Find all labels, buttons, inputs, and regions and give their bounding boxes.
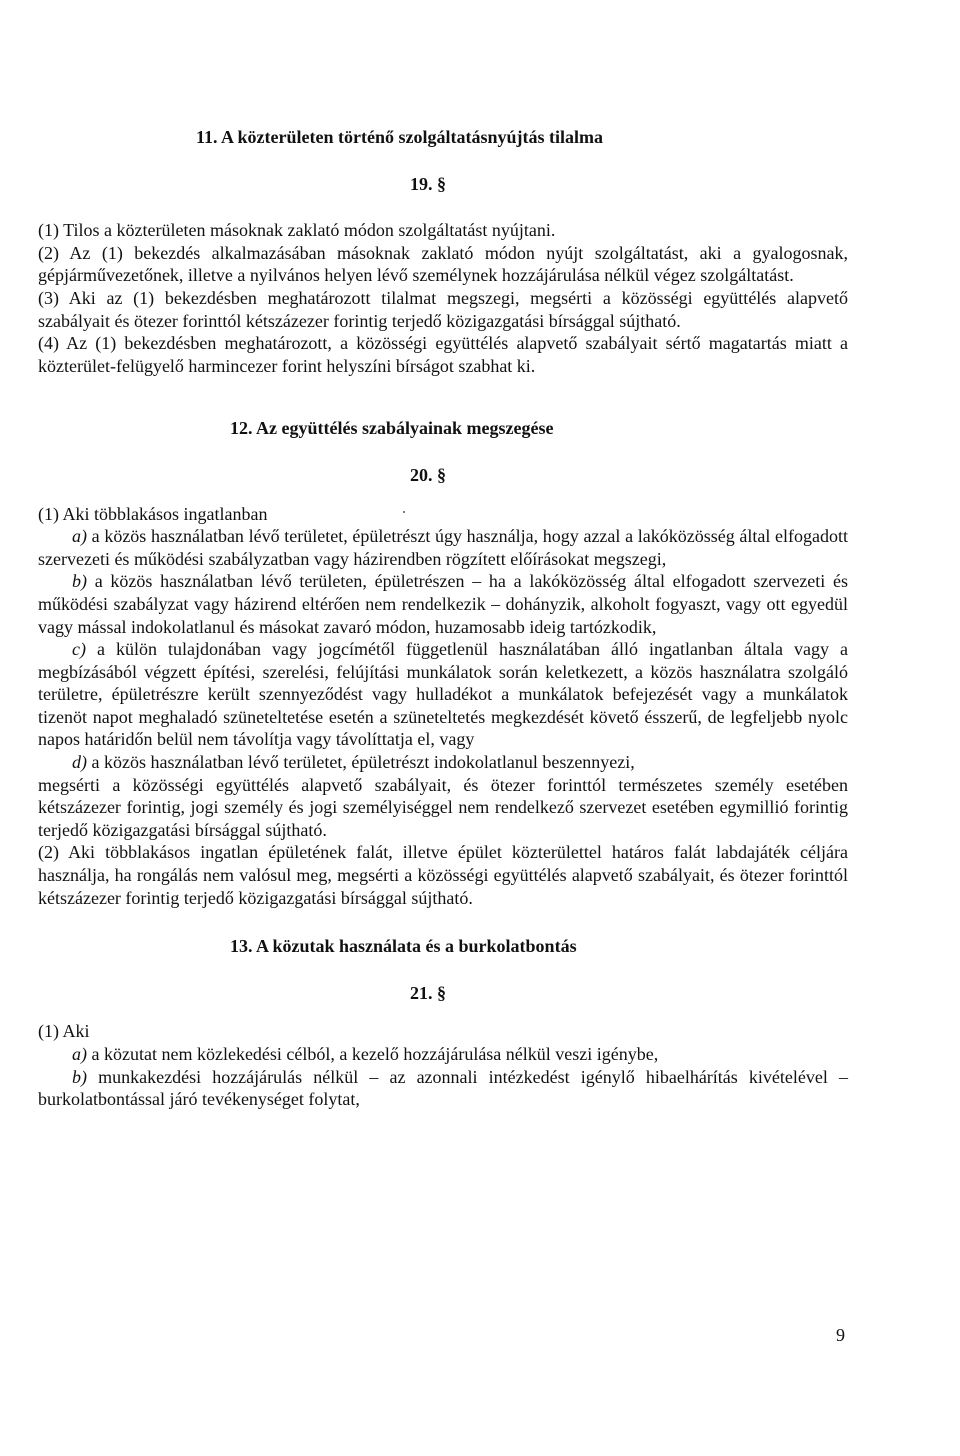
section-21-sign: 21. §	[410, 982, 446, 1003]
point-21-b	[38, 1066, 848, 1111]
point-21-a	[38, 1043, 848, 1066]
paragraph-20-1-tail: megsérti a közösségi együttélés alapvető szabályait, és ötezer forinttól természetes személy esetében kétszázezer forintig, jogi személy és jogi személyiséggel nem rendelkező szervezet esetében egymillió forintig terjedő közigazgatási bírsággal sújtható.	[38, 774, 848, 840]
page-number: 9	[836, 1325, 845, 1345]
document-body	[38, 126, 848, 1111]
section-13-title: 13. A közutak használata és a burkolatbontás	[230, 936, 577, 957]
point-b-label: b)	[72, 1066, 87, 1087]
point-b-text: munkakezdési hozzájárulás nélkül – az azonnali intézkedést igénylő hibaelhárítás kivételével – burkolatbontással járó tevékenységet folytat,	[38, 1066, 848, 1110]
point-a-text: a közös használatban lévő területet, épületrészt úgy használja, hogy azzal a lakóközösség által elfogadott szervezeti és működési szabályzatban vagy házirendben rögzített előírásokat megszegi,	[38, 526, 848, 569]
paragraph-19-1: (1) Tilos a közterületen másoknak zaklató módon szolgáltatást nyújtani.	[38, 220, 556, 241]
point-20-b	[38, 570, 848, 638]
point-a-label: a)	[72, 1044, 87, 1064]
paragraph-19-2: (2) Az (1) bekezdés alkalmazásában másoknak zaklató módon nyújt szolgáltatást, aki a gyalogosnak, gépjárművezetőnek, illetve a nyilvános helyen lévő személynek hozzájárulása nélkül végez szolgáltatást.	[38, 242, 848, 286]
section-11-title: 11. A közterületen történő szolgáltatásnyújtás tilalma	[196, 127, 603, 147]
point-a-text: a közutat nem közlekedési célból, a kezelő hozzájárulása nélkül veszi igénybe,	[87, 1044, 659, 1064]
paragraph-19-4: (4) Az (1) bekezdésben meghatározott, a közösségi együttélés alapvető szabályait sértő magatartás miatt a közterület-felügyelő harmincezer forint helyszíni bírságot szabhat ki.	[38, 333, 848, 376]
point-b-label: b)	[72, 571, 87, 592]
point-b-text: a közös használatban lévő területen, épületrészen – ha a lakóközösség által elfogadott szervezeti és működési szabályzat vagy házirend eltérően nem rendelkezik – dohányzik, alkoholt fogyaszt, vagy ott egyedül vagy mással indokolatlanul és másokat zavaró módon, huzamosabb ideig tartózkodik,	[38, 571, 848, 637]
point-c-label: c)	[72, 639, 86, 660]
point-20-d	[38, 751, 848, 774]
point-d-text: a közös használatban lévő területet, épületrészt indokolatlanul beszennyezi,	[87, 752, 635, 773]
scan-speck	[403, 511, 405, 513]
paragraph-21-1: (1) Aki	[38, 1021, 90, 1042]
point-c-text: a külön tulajdonában vagy jogcímétől függetlenül használatában álló ingatlanban általa vagy a megbízásából végzett építési, szerelési, felújítási munkálatok során keletkezett, a közös használatra szolgáló területre, épületrészre került szennyeződést vagy hulladékot a munkálatok befejezését vagy a munkálatok tizenöt napot meghaladó szüneteltetése esetén a szüneteltetés megkezdését követő ésszerű, de legfeljebb nyolc napos határidőn belül nem távolítja vagy távolíttatja el, vagy	[38, 639, 848, 750]
paragraph-19-3: (3) Aki az (1) bekezdésben meghatározott tilalmat megszegi, megsérti a közösségi együttélés alapvető szabályait és ötezer forinttól kétszázezer forintig terjedő közigazgatási bírsággal sújtható.	[38, 287, 848, 331]
section-12-title: 12. Az együttélés szabályainak megszegése	[230, 418, 554, 439]
point-20-a	[38, 525, 848, 570]
paragraph-20-2: (2) Aki többlakásos ingatlan épületének falát, illetve épület közterülettel határos falát labdajáték céljára használja, ha rongálás nem valósul meg, megsérti a közösségi együttélés alapvető szabályait, és ötezer forinttól kétszázezer forintig terjedő közigazgatási bírsággal sújtható.	[38, 842, 848, 908]
point-20-c	[38, 638, 848, 751]
point-a-label: a)	[72, 526, 87, 547]
section-19-sign: 19. §	[410, 173, 446, 194]
point-d-label: d)	[72, 752, 87, 773]
section-20-sign: 20. §	[410, 464, 446, 485]
paragraph-20-1: (1) Aki többlakásos ingatlanban	[38, 503, 268, 524]
